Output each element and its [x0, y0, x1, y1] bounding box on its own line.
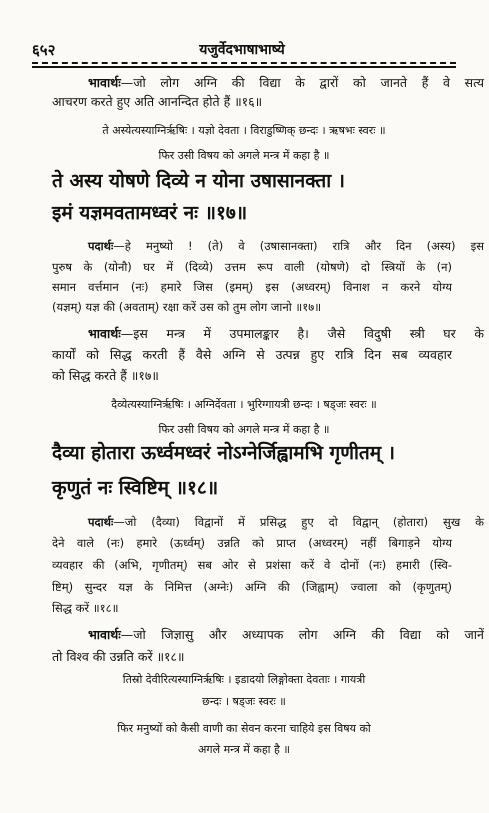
line-text: —जो लोग अग्नि की विद्या के द्वारों को जानते हैं वे सत्य — [120, 75, 484, 90]
text-line: व्यवहार की (अभि, गृणीतम्) सब ओर से प्रशंसा करें वे दोनों (नः) हमारी (स्वि- — [52, 558, 452, 572]
mantra-line: इमं यज्ञमवतामध्वरं नः ॥१७॥ — [52, 202, 248, 224]
bhavarth-17 — [88, 325, 484, 343]
text-line: समान वर्त्तमान (नः) हमारे जिस (इमम्) इस (अध्वरम्) विनाश न करने योग्य — [52, 280, 452, 294]
text-line: आचरण करते हुए अति आनन्दित होते हैं ॥१६॥ — [52, 94, 263, 109]
context-note: फिर उसी विषय को अगले मन्त्र में कहा है ॥ — [158, 149, 330, 162]
mantra-meta: दैव्येत्यस्याग्निर्ऋषिः । अग्निर्देवता । भुरिग्गायत्री छन्दः । षड्जः स्वरः ॥ — [111, 398, 377, 411]
mantra-line: ते अस्य योषणे दिव्ये न योना उषासानक्ता । — [52, 170, 345, 192]
text-line: कार्यों को सिद्ध करती हैं वैसे अग्नि से उत्पन्न हुए रात्रि दिन सब व्यवहार — [52, 347, 452, 362]
header-rule — [32, 62, 456, 68]
page-header — [32, 40, 452, 60]
running-title: यजुर्वेदभाषाभाष्ये — [199, 42, 285, 58]
bhavarth-16 — [88, 74, 484, 92]
section-label: पदार्थः — [88, 515, 114, 529]
padarth-18 — [88, 513, 484, 531]
mantra-line: कृणुतं नः स्विष्टिम् ॥१८॥ — [52, 477, 219, 499]
context-note: फिर उसी विषय को अगले मन्त्र में कहा है ॥ — [158, 423, 330, 436]
context-note: अगले मन्त्र में कहा है ॥ — [198, 743, 290, 756]
line-text: —इस मन्त्र में उपमालङ्कार है। जैसे विदुषी स्त्री घर के — [120, 326, 484, 341]
line-text: —जो जिज्ञासु और अध्यापक लोग अग्नि की विद्या को जानें — [120, 627, 484, 642]
mantra-meta: तिस्रो देवीरित्यस्याग्निर्ऋषिः । इडादयो लिङ्गोक्ता देवताः । गायत्री — [122, 673, 366, 686]
text-line: ष्टिम्) सुन्दर यज्ञ के निमित्त (अग्नेः) अग्नि की (जिह्वाम्) ज्वाला को (कृणुतम्) — [52, 580, 452, 594]
section-label: भावार्थः — [88, 627, 121, 642]
section-label: भावार्थः — [88, 75, 121, 90]
section-label: भावार्थः — [88, 326, 121, 341]
mantra-meta: ते अस्येत्यस्याग्निर्ऋषिः । यज्ञो देवता । विराडुष्णिक् छन्दः । ऋषभः स्वरः ॥ — [102, 124, 386, 137]
line-text: —हे मनुष्यो ! (ते) वे (उषासानक्ता) रात्रि और दिन (अस्य) इस — [113, 239, 484, 253]
padarth-17 — [88, 237, 484, 255]
mantra-line: दैव्या होतारा ऊर्ध्वमध्वरं नोऽग्नेर्जिह्वामभि गृणीतम् । — [52, 442, 395, 464]
text-line: पुरुष के (योनौ) घर में (दिव्ये) उत्तम रूप वाली (योषणे) दो स्त्रियों के (न) — [52, 260, 452, 274]
text-line: सिद्ध करें ॥१८॥ — [52, 601, 119, 615]
page-number: ६५२ — [32, 41, 56, 59]
text-line: तो विश्व की उन्नति करें ॥१८॥ — [52, 649, 185, 664]
bhavarth-18 — [88, 626, 484, 644]
text-line: देने वाले (नः) हमारे (ऊर्ध्वम्) उन्नति को प्राप्त (अध्वरम्) नहीं बिगाड़ने योग्य — [52, 536, 452, 550]
context-note: फिर मनुष्यों को कैसी वाणी का सेवन करना चाहिये इस विषय को — [117, 722, 371, 735]
text-line: को सिद्ध करते हैं ॥१७॥ — [52, 368, 159, 383]
line-text: —जो (दैव्या) विद्वानों में प्रसिद्ध हुए दो विद्वान् (होतारा) सुख के — [113, 515, 484, 529]
mantra-meta: छन्दः । षड्जः स्वरः ॥ — [202, 695, 286, 708]
text-line: (यज्ञम्) यज्ञ की (अवताम्) रक्षा करें उस को तुम लोग जानो ॥१७॥ — [52, 300, 322, 314]
section-label: पदार्थः — [88, 239, 114, 253]
